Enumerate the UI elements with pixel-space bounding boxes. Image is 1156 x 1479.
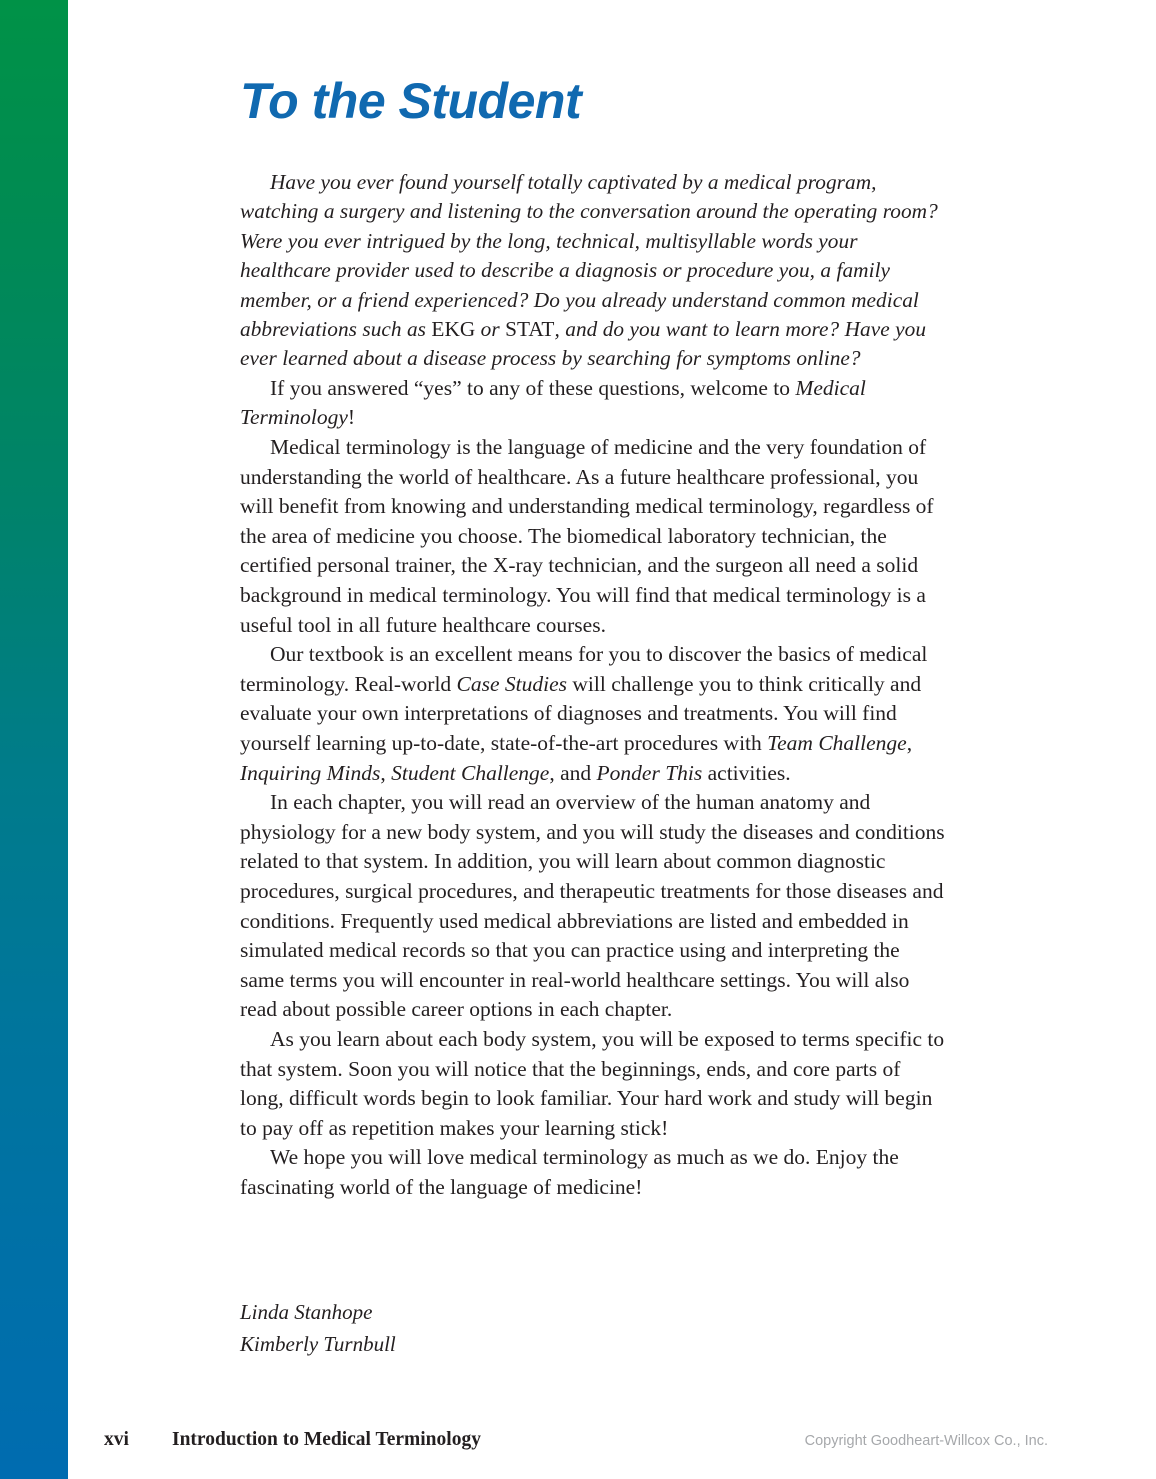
page-edge-gradient-bar (0, 0, 68, 1479)
paragraph-1 (240, 168, 946, 374)
abbreviation-ekg: EKG (431, 317, 476, 342)
feature-student-challenge: Student Challenge (391, 760, 550, 785)
feature-case-studies: Case Studies (456, 671, 568, 696)
paragraph-1-text-c: , and do you want to learn more? Have you ever learned about a disease process by searching for symptoms online? (240, 317, 927, 371)
paragraph-4-text-a: Our textbook is an excellent means for you to discover the basics of medical terminology. Real-world (240, 642, 928, 696)
paragraph-4-text-c: , (906, 730, 913, 755)
paragraph-2-text-b: ! (347, 405, 356, 430)
page-number: xvi (104, 1429, 129, 1450)
footer-running-head (104, 1429, 481, 1451)
paragraph-4-text-e: , and (549, 760, 597, 785)
feature-team-challenge: Team Challenge (767, 730, 907, 755)
paragraph-3: Medical terminology is the language of medicine and the very foundation of understanding the world of healthcare. As a future healthcare professional, you will benefit from knowing and understanding medical terminology, regardless of the area of medicine you choose. The biomedical laboratory technician, the certified personal trainer, the X-ray technician, and the surgeon all need a solid background in medical terminology. You will find that medical terminology is a useful tool in all future healthcare courses. (240, 435, 934, 637)
paragraph-2-text-a: If you answered “yes” to any of these questions, welcome to (270, 375, 796, 400)
copyright-notice: Copyright Goodheart-Willcox Co., Inc. (804, 1433, 1048, 1449)
page-footer (0, 1393, 1156, 1479)
page-title: To the Student (240, 73, 582, 129)
paragraph-2 (240, 374, 946, 433)
paragraph-4-text-d: , (380, 760, 392, 785)
feature-inquiring-minds: Inquiring Minds (240, 760, 381, 785)
paragraph-6: As you learn about each body system, you will be exposed to terms specific to that system. Soon you will notice that the beginnings, ends, and core parts of long, difficult words begin to look familiar. Your hard work and study will begin to pay off as repetition makes your learning stick! (240, 1026, 945, 1140)
running-head-title: Introduction to Medical Terminology (172, 1429, 481, 1450)
paragraph-5: In each chapter, you will read an overview of the human anatomy and physiology for a new body system, and you will study the diseases and conditions related to that system. In addition, you will learn about common diagnostic procedures, surgical procedures, and therapeutic treatments for those diseases and conditions. Frequently used medical abbreviations are listed and embedded in simulated medical records so that you can practice using and interpreting the same terms you will encounter in real-world healthcare settings. You will also read about possible career options in each chapter. (240, 790, 945, 1022)
paragraph-4-text-f: activities. (702, 760, 791, 785)
paragraph-7: We hope you will love medical terminology as much as we do. Enjoy the fascinating world of the language of medicine! (240, 1145, 899, 1199)
paragraph-4-text-b: will challenge you to think critically and evaluate your own interpretations of diagnoses and treatments. You will find yourself learning up-to-date, state-of-the-art procedures with (240, 671, 922, 755)
abbreviation-stat: STAT (505, 317, 555, 342)
paragraph-1-text-b: or (475, 317, 506, 342)
body-copy (240, 168, 946, 1202)
signature-block (240, 1296, 396, 1360)
book-title-medical-terminology: Medical Terminology (240, 375, 866, 430)
feature-ponder-this: Ponder This (596, 760, 703, 785)
signature-author-1: Linda Stanhope (240, 1300, 373, 1324)
signature-author-2: Kimberly Turnbull (240, 1332, 396, 1356)
paragraph-4 (240, 640, 946, 788)
paragraph-1-text-a: Have you ever found yourself totally captivated by a medical program, watching a surgery and listening to the conversation around the operating room? Were you ever intrigued by the long, technical, multisyllable words your healthcare provider used to describe a diagnosis or procedure you, a family member, or a friend experienced? Do you already understand common medical abbreviations such as (240, 170, 938, 342)
